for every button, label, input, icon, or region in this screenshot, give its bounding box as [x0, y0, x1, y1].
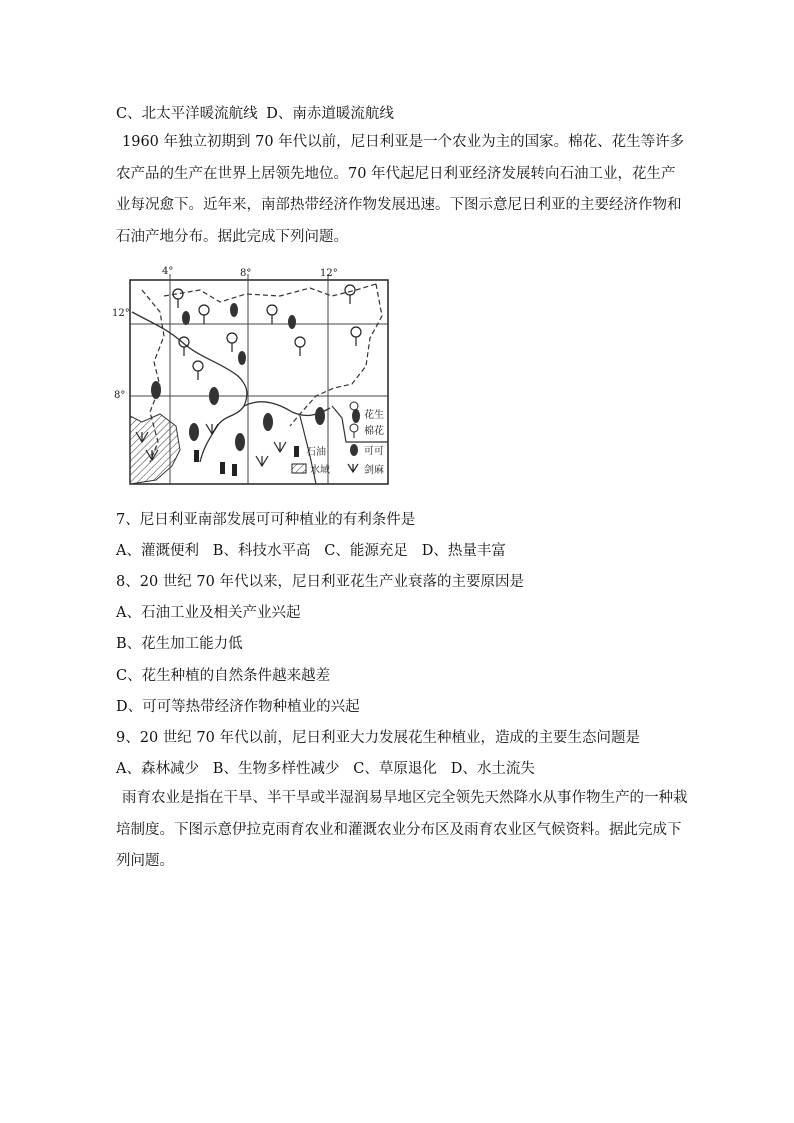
question-9-options: A、森林减少 B、生物多样性减少 C、草原退化 D、水土流失 [116, 761, 535, 777]
coast-water [130, 414, 180, 484]
question-8-option-d: D、可可等热带经济作物种植业的兴起 [116, 699, 360, 715]
option-d: D、南赤道暖流航线 [266, 106, 394, 122]
legend-peanut: 花生 [364, 410, 384, 421]
question-7-stem: 7、尼日利亚南部发展可可种植业的有利条件是 [116, 512, 416, 528]
legend-water: 水域 [310, 465, 330, 476]
legend-cocoa: 可可 [364, 446, 384, 457]
option-c: C、北太平洋暖流航线 [116, 106, 258, 122]
question-8-option-b: B、花生加工能力低 [116, 636, 243, 652]
oil-symbols [194, 450, 237, 476]
peanut-symbols [173, 285, 361, 380]
legend-sisal: 剑麻 [364, 465, 384, 476]
question-8-stem: 8、20 世纪 70 年代以来，尼日利亚花生产业衰落的主要原因是 [116, 574, 524, 590]
question-8-option-a: A、石油工业及相关产业兴起 [116, 605, 301, 621]
passage-iraq: 雨育农业是指在干旱、半干旱或半湿润易旱地区完全领先天然降水从事作物生产的一种栽培制度。下图示意伊拉克雨育农业和灌溉农业分布区及雨育农业区气候资料。据此完成下列问题。 [116, 790, 688, 869]
legend-cotton: 棉花 [364, 426, 384, 437]
cocoa-symbols [151, 303, 360, 451]
legend-oil: 石油 [306, 447, 326, 458]
question-9-stem: 9、20 世纪 70 年代以前，尼日利亚大力发展花生种植业，造成的主要生态问题是 [116, 730, 640, 746]
question-7-options: A、灌溉便利 B、科技水平高 C、能源充足 D、热量丰富 [116, 543, 506, 559]
lon-label-8: 8° [240, 268, 252, 279]
passage-nigeria: 1960 年独立初期到 70 年代以前，尼日利亚是一个农业为主的国家。棉花、花生等许多农产品的生产在世界上居领先地位。70 年代起尼日利亚经济发展转向石油工业，花生产业每况愈下。近年来，南部热带经济作物发展迅速。下图示意尼日利亚的主要经济作物和石油产地分布。据此完成下列问题。 [116, 134, 685, 245]
lat-label-8: 8° [114, 390, 126, 401]
q6-options-line [116, 104, 394, 124]
lon-label-4: 4° [162, 266, 174, 277]
question-8-option-c: C、花生种植的自然条件越来越差 [116, 668, 331, 684]
nigeria-map [112, 266, 396, 488]
lon-label-12: 12° [320, 268, 338, 279]
lat-label-12: 12° [112, 308, 130, 319]
